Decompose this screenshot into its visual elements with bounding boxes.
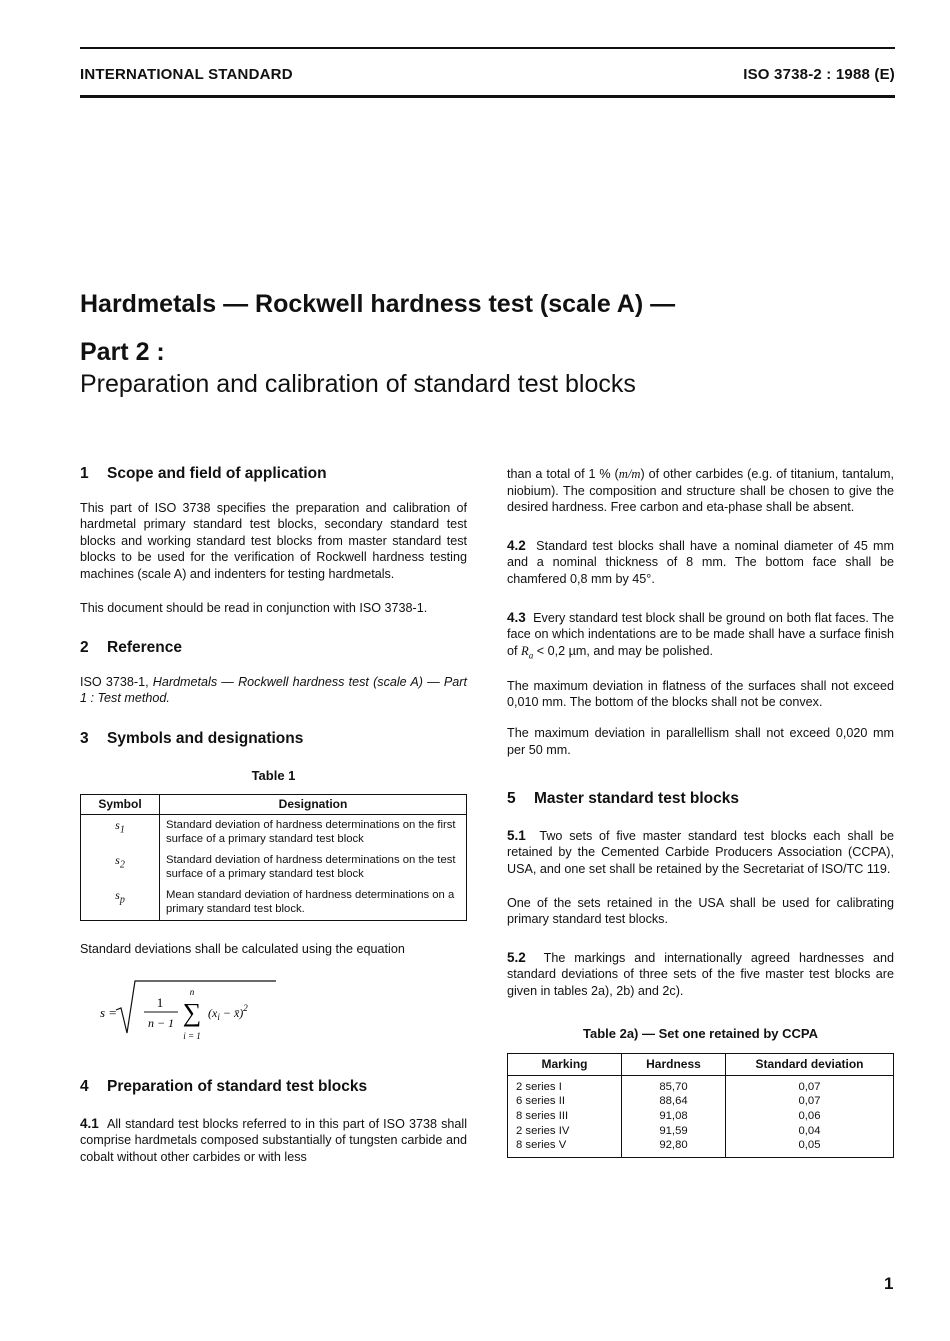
- fraction-numerator: 1: [156, 995, 164, 1011]
- hardness-cell: 85,70: [622, 1075, 726, 1094]
- section-2-heading: 2 Reference: [80, 639, 182, 657]
- sigma-symbol: ∑: [182, 998, 202, 1028]
- symbol-cell: $s_1$: [81, 814, 160, 850]
- designation-cell: Mean standard deviation of hardness determinations on a primary standard test block.: [160, 885, 467, 921]
- sd-cell: 0,04: [726, 1124, 894, 1139]
- document-subtitle: Preparation and calibration of standard test blocks: [80, 370, 636, 398]
- clause-5-1-usage: One of the sets retained in the USA shall be used for calibrating primary standard test blocks.: [507, 895, 894, 927]
- top-rule: [80, 47, 895, 49]
- right-column: [507, 466, 894, 1158]
- table-header-hardness: Hardness: [622, 1054, 726, 1076]
- hardness-cell: 91,08: [622, 1109, 726, 1124]
- table-header-designation: Designation: [160, 795, 467, 815]
- sum-upper-limit: n: [189, 987, 195, 998]
- table-header-symbol: Symbol: [81, 795, 160, 815]
- clause-5-2: 5.2 The markings and internationally agreed hardnesses and standard deviations of three sets of the five master test blocks are given in tables 2a), 2b) and 2c).: [507, 949, 894, 998]
- section-1-paragraph-2: This document should be read in conjunction with ISO 3738-1.: [80, 600, 428, 615]
- marking-cell: 8 series III: [508, 1109, 622, 1124]
- sd-cell: 0,07: [726, 1094, 894, 1109]
- table-row: [81, 814, 467, 850]
- sd-cell: 0,07: [726, 1075, 894, 1094]
- clause-4-3-parallelism: The maximum deviation in parallellism shall not exceed 0,020 mm per 50 mm.: [507, 726, 894, 757]
- table-2a-caption: Table 2a) — Set one retained by CCPA: [582, 1025, 818, 1041]
- fraction-denominator: n − 1: [147, 1016, 175, 1031]
- marking-cell: 8 series V: [508, 1138, 622, 1157]
- clause-4-1: 4.1 All standard test blocks referred to in this part of ISO 3738 shall comprise hardmetals composed substantially of tungsten carbide and cobalt without other carbides or with less: [80, 1115, 467, 1164]
- table-1-caption: Table 1: [251, 767, 296, 783]
- table-row: [81, 850, 467, 885]
- section-1-paragraph: This part of ISO 3738 specifies the preparation and calibration of hardmetal primary standard test blocks, secondary standard test blocks and working standard test blocks from master standard test blocks to be used for the verification of Rockwell hardness testing machines (scale A) and indenters for testing hardmetals.: [80, 500, 467, 581]
- equation-intro: Standard deviations shall be calculated using the equation: [80, 941, 405, 956]
- table-row: [508, 1094, 894, 1109]
- designation-cell: Standard deviation of hardness determinations on the first surface of a primary standard test block: [160, 814, 467, 850]
- table-header-marking: Marking: [508, 1054, 622, 1076]
- sd-cell: 0,05: [726, 1138, 894, 1157]
- clause-4-3: 4.3 Every standard test block shall be ground on both flat faces. The face on which indentations are to be made shall have a surface finish of $R_a < 0,2$ µm, and may be polished.: [507, 609, 895, 661]
- clause-5-1: 5.1 Two sets of five master standard test blocks each shall be retained by the Cemented Carbide Producers Association (CCPA), USA, and one set shall be retained by the Secretariat of ISO/TC 119.: [507, 827, 895, 877]
- hardness-cell: 92,80: [622, 1138, 726, 1157]
- section-3-heading: 3 Symbols and designations: [80, 729, 304, 747]
- section-4-heading: 4 Preparation of standard test blocks: [80, 1078, 368, 1096]
- reference-text: ISO 3738-1, Hardmetals — Rockwell hardness test (scale A) — Part 1 : Test method.: [80, 674, 467, 706]
- table-row: [508, 1138, 894, 1157]
- document-title: Hardmetals — Rockwell hardness test (scale A) —: [80, 290, 676, 318]
- table-row: [508, 1109, 894, 1124]
- part-label: Part 2 :: [80, 338, 165, 366]
- clause-4-2: 4.2 Standard test blocks shall have a nominal diameter of 45 mm and a nominal thickness of 8 mm. The bottom face shall be chamfered 0,8 mm by 45°.: [507, 537, 895, 586]
- left-column: [80, 466, 467, 1166]
- section-5-heading: 5 Master standard test blocks: [507, 790, 740, 808]
- header-standard-type: INTERNATIONAL STANDARD: [80, 66, 293, 83]
- header-document-id: ISO 3738-2 : 1988 (E): [743, 66, 895, 83]
- marking-cell: 2 series IV: [508, 1124, 622, 1139]
- table-row: [508, 1124, 894, 1139]
- sum-lower-limit: i = 1: [183, 1031, 201, 1042]
- section-1-heading: 1 Scope and field of application: [80, 465, 327, 482]
- designation-cell: Standard deviation of hardness determinations on the test surface of a primary standard test block: [160, 850, 467, 885]
- symbol-cell: $s_p$: [81, 885, 160, 921]
- header-rule: [80, 95, 895, 98]
- hardness-cell: 88,64: [622, 1094, 726, 1109]
- sum-term: ($x_i$ − x̄)$^2$: [208, 1003, 248, 1023]
- master-blocks-table: [507, 1053, 894, 1158]
- clause-4-3-flatness: The maximum deviation in flatness of the surfaces shall not exceed 0,010 mm. The bottom of the blocks shall not be convex.: [507, 678, 894, 710]
- marking-cell: 2 series I: [508, 1075, 622, 1094]
- page-number: 1: [884, 1274, 894, 1293]
- equation-lhs: s =: [100, 1005, 118, 1021]
- table-row: [81, 885, 467, 921]
- marking-cell: 6 series II: [508, 1094, 622, 1109]
- sd-cell: 0,06: [726, 1109, 894, 1124]
- clause-4-1-continued: than a total of 1 % (m/m) of other carbides (e.g. of titanium, tantalum, niobium). The composition and structure shall be chosen to give the desired hardness. Free carbon and eta-phase shall be absent.: [507, 467, 894, 515]
- symbols-table: [80, 794, 467, 921]
- table-row: [508, 1075, 894, 1094]
- hardness-cell: 91,59: [622, 1124, 726, 1139]
- std-deviation-equation: [80, 969, 467, 1047]
- symbol-cell: $s_2$: [81, 850, 160, 885]
- table-header-standard-deviation: Standard deviation: [726, 1054, 894, 1076]
